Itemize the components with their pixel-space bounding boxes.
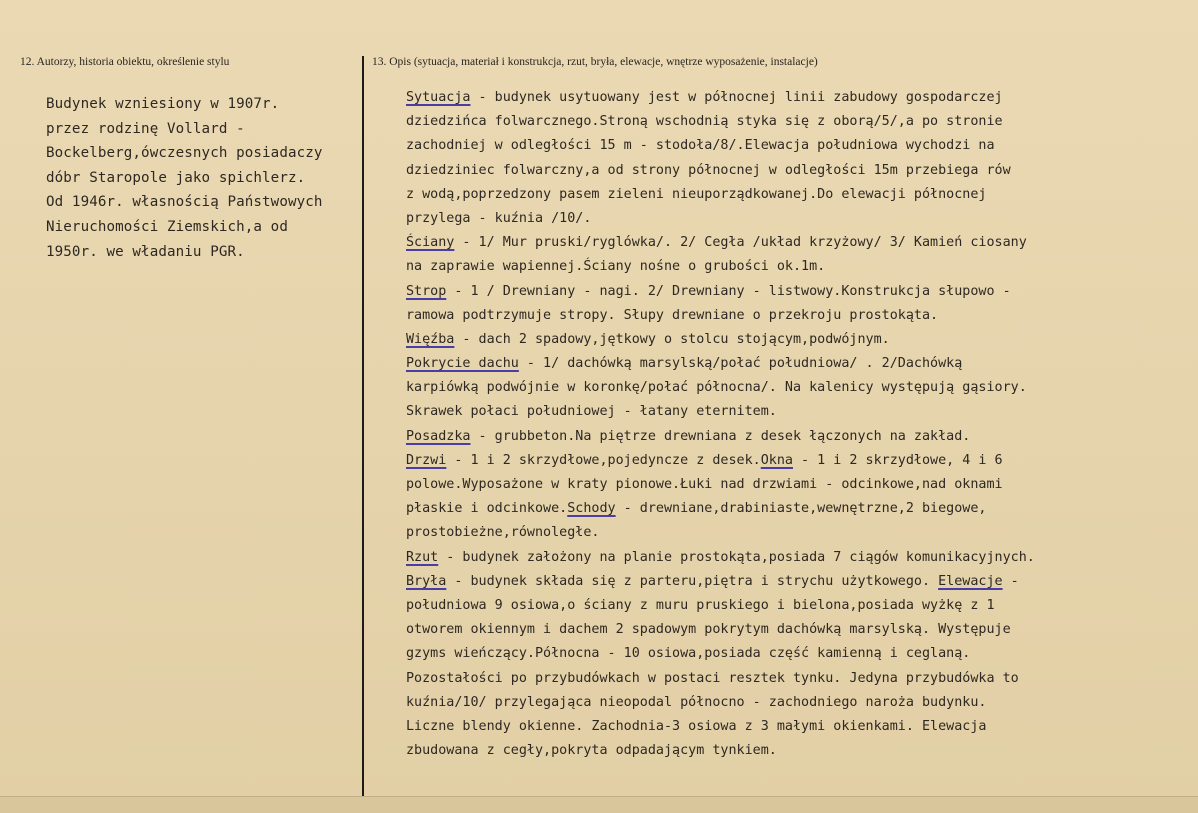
section-heading: Schody bbox=[567, 501, 616, 517]
description-line bbox=[406, 400, 1186, 424]
description-line bbox=[406, 280, 1186, 304]
description-text-run: - 1/ Mur pruski/ryglówka/. 2/ Cegła /układ krzyżowy/ 3/ Kamień ciosany bbox=[454, 235, 1027, 251]
description-line bbox=[406, 183, 1186, 207]
description-line bbox=[406, 521, 1186, 545]
description-line bbox=[406, 328, 1186, 352]
description-line bbox=[406, 473, 1186, 497]
section-heading: Ściany bbox=[406, 235, 455, 251]
bottom-edge bbox=[0, 796, 1198, 813]
description-line bbox=[406, 594, 1186, 618]
description-text-run: - drewniane,drabiniaste,wewnętrzne,2 biegowe, bbox=[615, 501, 987, 517]
section-heading: Okna bbox=[760, 452, 793, 468]
description-text-run: gzyms wieńczący.Północna - 10 osiowa,posiada część kamienną i ceglaną. bbox=[406, 646, 971, 662]
description-text-run: przylega - kuźnia /10/. bbox=[406, 210, 592, 226]
description-text-run: - 1 / Drewniany - nagi. 2/ Drewniany - listwowy.Konstrukcja słupowo - bbox=[446, 283, 1011, 299]
description-text-run: na zaprawie wapiennej.Ściany nośne o grubości ok.1m. bbox=[406, 259, 826, 275]
description-text-run: - 1 i 2 skrzydłowe,pojedyncze z desek. bbox=[446, 452, 761, 468]
section-heading: Bryła bbox=[406, 573, 447, 589]
description-line bbox=[406, 715, 1186, 739]
section-heading: Drzwi bbox=[406, 452, 447, 468]
description-text-run: Pozostałości po przybudówkach w postaci resztek tynku. Jedyna przybudówka to bbox=[406, 670, 1019, 686]
description-text-run: - 1 i 2 skrzydłowe, 4 i 6 bbox=[792, 452, 1003, 468]
description-text-run: dziedzińca folwarcznego.Stroną wschodnią styka się z oborą/5/,a po stronie bbox=[406, 114, 1003, 130]
description-line bbox=[406, 376, 1186, 400]
description-text bbox=[406, 86, 1186, 763]
description-line bbox=[406, 497, 1186, 521]
description-text-run: z wodą,poprzedzony pasem zieleni nieuporządkowanej.Do elewacji północnej bbox=[406, 186, 987, 202]
description-line bbox=[406, 207, 1186, 231]
description-text-run: południowa 9 osiowa,o ściany z muru pruskiego i bielona,posiada wyżkę z 1 bbox=[406, 597, 995, 613]
description-text-run: zachodniej w odległości 15 m - stodoła/8/.Elewacja południowa wychodzi na bbox=[406, 138, 995, 154]
description-text-run: kuźnia/10/ przylegająca nieopodal północno - zachodniego naroża budynku. bbox=[406, 694, 987, 710]
description-text-run: - budynek składa się z parteru,piętra i strychu użytkowego. bbox=[446, 573, 939, 589]
section-heading: Strop bbox=[406, 283, 447, 299]
description-line bbox=[406, 739, 1186, 763]
description-line bbox=[406, 425, 1186, 449]
description-text-run: otworem okiennym i dachem 2 spadowym pokrytym dachówką marsylską. Występuje bbox=[406, 622, 1011, 638]
description-text-run: - bbox=[1002, 573, 1019, 589]
description-line bbox=[406, 352, 1186, 376]
description-line bbox=[406, 449, 1186, 473]
column-header-description: 13. Opis (sytuacja, materiał i konstrukcja, rzut, bryła, elewacje, wnętrze wyposażenie, instalacje) bbox=[372, 56, 818, 68]
description-text-run: - grubbeton.Na piętrze drewniana z desek łączonych na zakład. bbox=[470, 428, 971, 444]
description-line bbox=[406, 304, 1186, 328]
section-heading: Elewacje bbox=[938, 573, 1003, 589]
section-heading: Rzut bbox=[406, 549, 439, 565]
description-text-run: prostobieżne,równoległe. bbox=[406, 525, 600, 541]
description-line bbox=[406, 570, 1186, 594]
section-heading: Pokrycie dachu bbox=[406, 356, 519, 372]
history-line: dóbr Staropole jako spichlerz. bbox=[46, 169, 306, 186]
description-text-run: - 1/ dachówką marsylską/połać południowa/ . 2/Dachówką bbox=[518, 356, 963, 372]
description-text-run: płaskie i odcinkowe. bbox=[406, 501, 568, 517]
description-text-run: Liczne blendy okienne. Zachodnia-3 osiowa z 3 małymi okienkami. Elewacja bbox=[406, 718, 987, 734]
description-text-run: - budynek usytuowany jest w północnej linii zabudowy gospodarczej bbox=[470, 90, 1003, 105]
description-text-run: ramowa podtrzymuje stropy. Słupy drewniane o przekroju prostokąta. bbox=[406, 307, 939, 323]
description-text-run: dziedziniec folwarczny,a od strony północnej w odległości 15m przebiega rów bbox=[406, 162, 1011, 178]
section-heading: Sytuacja bbox=[406, 90, 471, 105]
description-text-run: - budynek założony na planie prostokąta,posiada 7 ciągów komunikacyjnych. bbox=[438, 549, 1035, 565]
section-heading: Więźba bbox=[406, 331, 455, 347]
description-line bbox=[406, 667, 1186, 691]
description-line bbox=[406, 618, 1186, 642]
description-text-run: - dach 2 spadowy,jętkowy o stolcu stojącym,podwójnym. bbox=[454, 331, 890, 347]
history-line: Budynek wzniesiony w 1907r. bbox=[46, 96, 280, 112]
description-line bbox=[406, 110, 1186, 134]
history-line: 1950r. we władaniu PGR. bbox=[46, 243, 245, 260]
history-line: przez rodzinę Vollard - bbox=[46, 120, 245, 137]
history-text bbox=[46, 92, 366, 264]
description-text-run: karpiówką podwójnie w koronkę/połać północna/. Na kalenicy występują gąsiory. bbox=[406, 380, 1027, 396]
description-text-run: zbudowana z cegły,pokryta odpadającym tynkiem. bbox=[406, 743, 777, 759]
description-line bbox=[406, 231, 1186, 255]
description-text-run: polowe.Wyposażone w kraty pionowe.Łuki nad drzwiami - odcinkowe,nad oknami bbox=[406, 477, 1003, 492]
description-text-run: Skrawek połaci południowej - łatany eternitem. bbox=[406, 404, 777, 420]
description-line bbox=[406, 255, 1186, 279]
description-line bbox=[406, 691, 1186, 715]
description-line bbox=[406, 134, 1186, 158]
history-line: Nieruchomości Ziemskich,a od bbox=[46, 218, 288, 235]
history-line: Bockelberg,ówczesnych posiadaczy bbox=[46, 145, 323, 162]
description-line bbox=[406, 642, 1186, 666]
description-line bbox=[406, 86, 1186, 110]
section-heading: Posadzka bbox=[406, 428, 471, 444]
column-header-authors-history: 12. Autorzy, historia obiektu, określenie stylu bbox=[20, 56, 230, 68]
history-line: Od 1946r. własnością Państwowych bbox=[46, 194, 323, 211]
description-line bbox=[406, 546, 1186, 570]
description-line bbox=[406, 159, 1186, 183]
